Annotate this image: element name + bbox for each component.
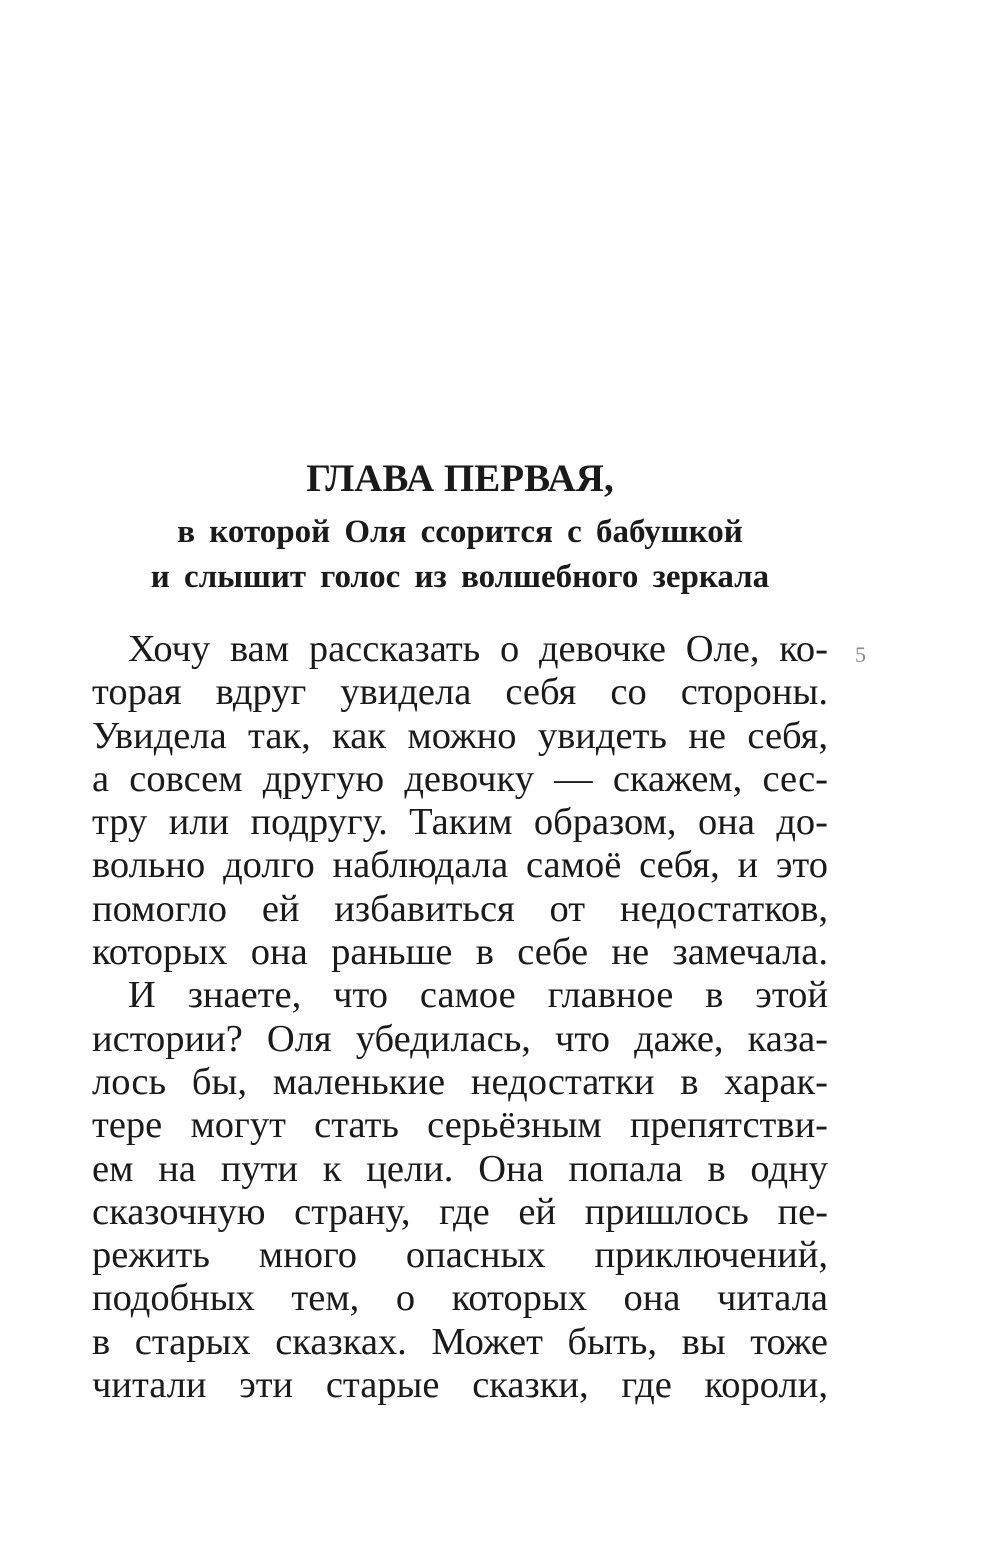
text-line: читали эти старые сказки, где короли,: [92, 1364, 828, 1407]
text-line: Увидела так, как можно увидеть не себя,: [92, 714, 828, 757]
text-line: которых она раньше в себе не замечала.: [92, 931, 828, 974]
text-line: в старых сказках. Может быть, вы тоже: [92, 1320, 828, 1363]
text-line: истории? Оля убедилась, что даже, каза-: [92, 1017, 828, 1060]
chapter-subtitle-line: в которой Оля ссорится с бабушкой: [177, 514, 743, 550]
text-line: а совсем другую девочку — скажем, сес-: [92, 757, 828, 800]
text-line: вольно долго наблюдала самоё себя, и это: [92, 844, 828, 887]
text-line: ем на пути к цели. Она попала в одну: [92, 1147, 828, 1190]
text-line: лось бы, маленькие недостатки в харак-: [92, 1060, 828, 1103]
text-line: сказочную страну, где ей пришлось пе-: [92, 1190, 828, 1233]
text-line: И знаете, что самое главное в этой: [128, 974, 828, 1017]
chapter-title: ГЛАВА ПЕРВАЯ,: [306, 457, 614, 500]
text-line: подобных тем, о которых она читала: [92, 1277, 828, 1320]
text-line: режить много опасных приключений,: [92, 1234, 828, 1277]
text-line: тере могут стать серьёзным препятстви-: [92, 1104, 828, 1147]
text-line: Хочу вам рассказать о девочке Оле, ко-: [128, 628, 828, 670]
body-text: [92, 628, 828, 1407]
text-line: торая вдруг увидела себя со стороны.: [92, 671, 828, 714]
chapter-subtitle-line: и слышит голос из волшебного зеркала: [150, 559, 770, 595]
text-line: помогло ей избавиться от недостатков,: [92, 887, 828, 930]
text-line: тру или подругу. Таким образом, она до-: [92, 801, 828, 844]
chapter-subtitle: [92, 510, 828, 600]
page-number: 5: [855, 642, 866, 667]
